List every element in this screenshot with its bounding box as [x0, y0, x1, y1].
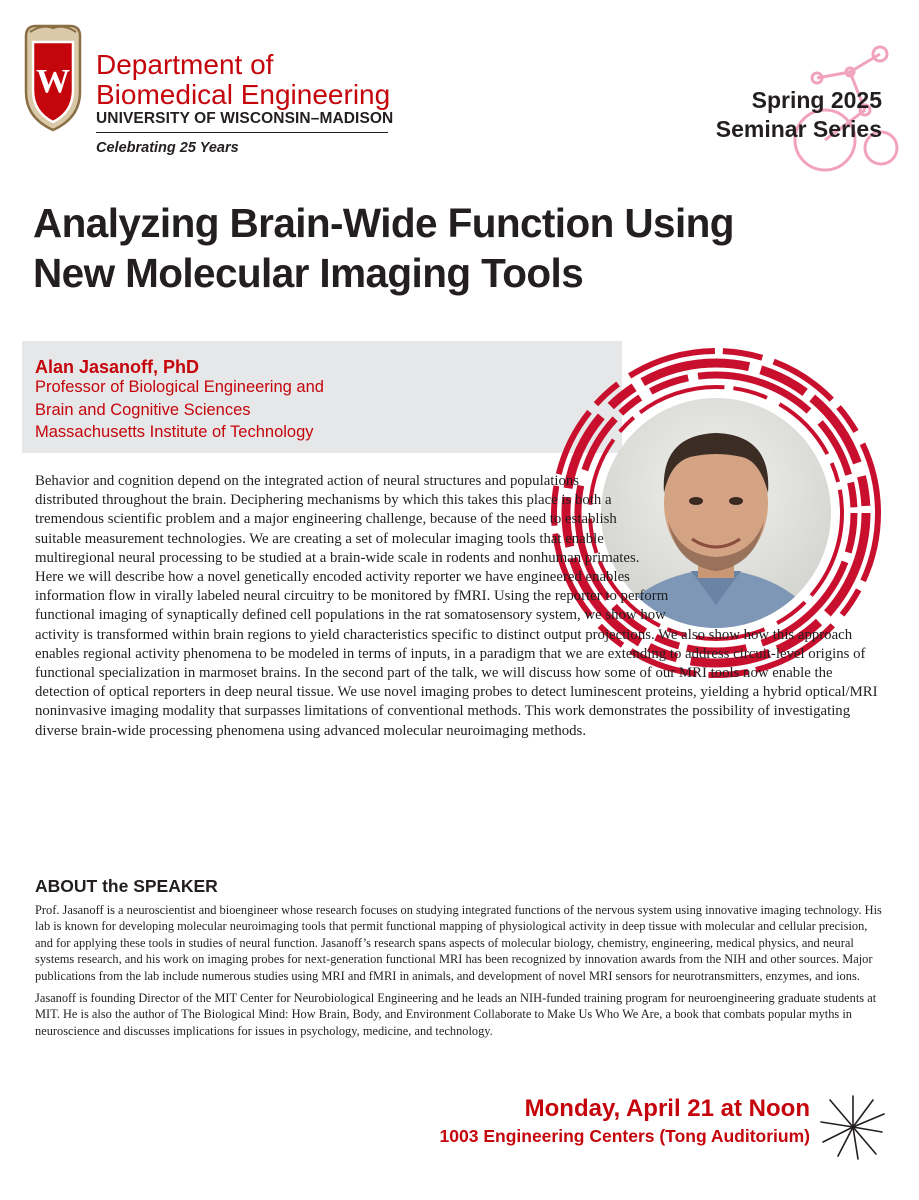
anniversary-tagline: Celebrating 25 Years [96, 140, 239, 156]
event-date-time: Monday, April 21 at Noon [524, 1095, 810, 1122]
department-name-line1: Department of [96, 49, 274, 80]
title-line2: New Molecular Imaging Tools [33, 250, 584, 296]
speaker-bio [35, 902, 885, 1045]
abstract-text: Behavior and cognition depend on the integrated action of neural structures and populations distributed throughout the brain. Deciphering mechanisms by which this takes this place is both a tremendous scientific problem and a major engineering challenge, because of the need to establish suitable measurement technologies. We are creating a set of molecular imaging tools that enable multiregional neural processing to be studied at a brain-wide scale in rodents and nonhuman primates. Here we will describe how a novel genetically encoded activity reporter we have engineered enables information flow in virally labeled neural circuitry to be monitored by fMRI. Using the reporter to perform functional imaging of synaptically defined cell populations in the rat somatosensory system, we show how activity is transformed within brain regions to yield characteristics specific to distinct output projections. We also show how this approach enables regional activity phenomena to be modeled in terms of inputs, in a paradigm that we are extending to address circuit-level origins of functional specialization in marmoset brains. In the second part of the talk, we will discuss how some of our MRI tools now enable the detection of optical reporters in deep neural tissue. We use novel imaging probes to detect luminescent proteins, yielding a hybrid optical/MRI noninvasive imaging modality that surpasses limitations of conventional methods. This work demonstrates the possibility of investigating diverse brain-wide processing phenomena using advanced molecular neuroimaging methods. [35, 473, 878, 739]
page-title [33, 198, 903, 298]
talk-abstract [35, 472, 883, 741]
starburst-icon [818, 1092, 888, 1162]
crest-letter: W [36, 63, 70, 100]
title-line1: Analyzing Brain-Wide Function Using [33, 200, 734, 246]
speaker-name: Alan Jasanoff, PhD [35, 357, 200, 377]
uw-crest-logo [20, 22, 86, 132]
divider [96, 132, 388, 133]
seminar-series-label [700, 86, 882, 144]
about-speaker-heading: ABOUT the SPEAKER [35, 876, 218, 896]
series-season: Spring 2025 [751, 87, 882, 113]
university-name: UNIVERSITY OF WISCONSIN–MADISON [96, 110, 394, 127]
series-name: Seminar Series [715, 116, 882, 142]
speaker-title-line2: Brain and Cognitive Sciences [35, 401, 251, 419]
bio-paragraph: Jasanoff is founding Director of the MIT Center for Neurobiological Engineering and he leads an NIH-funded training program for neuroengineering graduate students at MIT. He is also the author of The Biological Mind: How Brain, Body, and Environment Collaborate to Make Us Who We Are, a book that combats popular myths in neuroscience and discusses implications for issues in psychology, medicine, and technology. [35, 991, 877, 1038]
bio-paragraph: Prof. Jasanoff is a neuroscientist and bioengineer whose research focuses on studying integrated functions of the nervous system using innovative imaging technology. His lab is known for developing molecular neuroimaging tools that permit functional mapping of physiological activity in deep tissue with molecular and cellular precision, and for applying these tools in studies of neural function. Jasanoff’s research spans aspects of molecular biology, chemistry, engineering, medical physics, and neural systems research, and his work on imaging probes for next-generation functional MRI has been recognized by innovation awards from the NIH and other sources. Major publications from the lab include numerous studies using MRI and fMRI in animals, and development of novel MRI sensors for neurotransmitters, enzymes, and ions. [35, 903, 882, 983]
department-name-line2: Biomedical Engineering [96, 79, 391, 110]
event-location: 1003 Engineering Centers (Tong Auditorium) [439, 1126, 810, 1146]
speaker-title-line1: Professor of Biological Engineering and [35, 378, 324, 396]
speaker-institution: Massachusetts Institute of Technology [35, 423, 314, 441]
